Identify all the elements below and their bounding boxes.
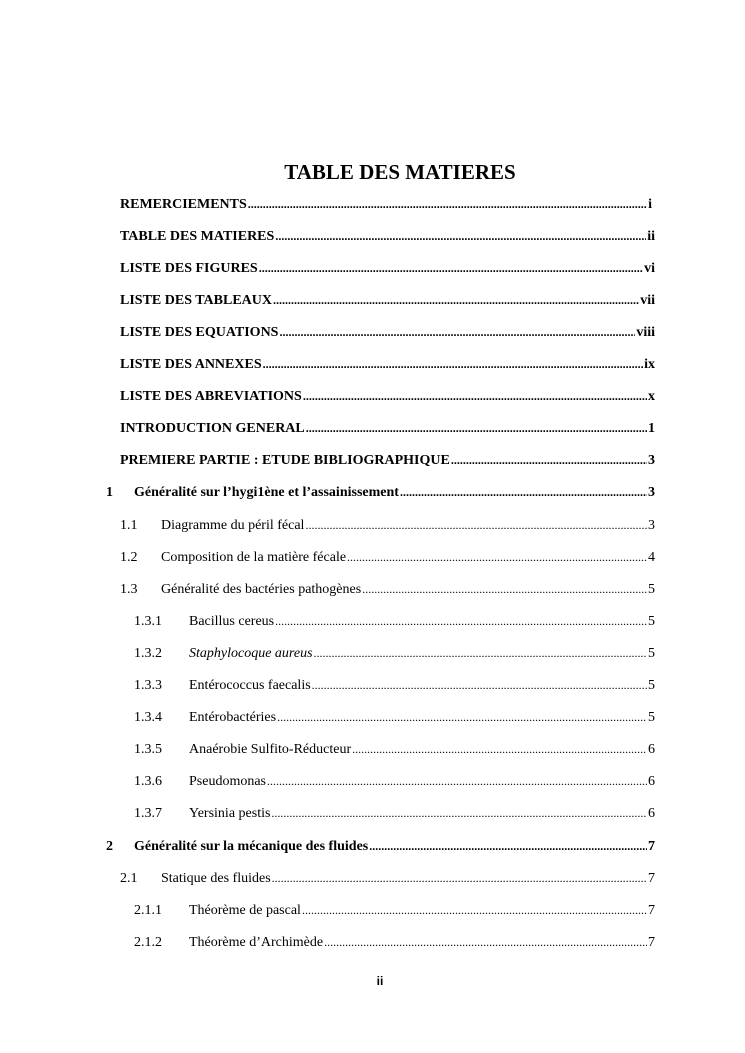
toc-dot-leader — [312, 676, 647, 694]
toc-entry-page: 5 — [648, 678, 655, 693]
toc-entry-title: PREMIERE PARTIE : ETUDE BIBLIOGRAPHIQUE — [120, 453, 450, 468]
toc-entry-title: LISTE DES FIGURES — [120, 261, 258, 276]
toc-dot-leader — [277, 708, 647, 726]
toc-dot-leader — [248, 195, 647, 213]
toc-entry[interactable] — [120, 291, 655, 309]
toc-entry-page: 1 — [648, 421, 655, 436]
toc-entry-page: 5 — [648, 582, 655, 597]
toc-entry-page: 7 — [648, 903, 655, 918]
toc-dot-leader — [263, 355, 643, 373]
toc-entry-title: Théorème d’Archimède — [189, 935, 324, 950]
toc-entry-page: 5 — [648, 710, 655, 725]
toc-dot-leader — [352, 740, 647, 758]
toc-entry-title: Composition de la matière fécale — [161, 550, 347, 565]
toc-dot-leader — [306, 419, 647, 437]
toc-entry-page: 7 — [648, 935, 655, 950]
toc-entry-page: 6 — [648, 806, 655, 821]
toc-entry-number: 1.3.6 — [134, 774, 162, 789]
toc-entry[interactable] — [134, 772, 655, 790]
page-title: TABLE DES MATIERES — [284, 160, 516, 184]
toc-entry-title: REMERCIEMENTS — [120, 197, 247, 212]
toc-entry[interactable] — [134, 644, 655, 662]
toc-dot-leader — [272, 869, 647, 887]
toc-entry-title: Généralité sur l’hygi1ène et l’assainissement — [134, 485, 399, 500]
toc-entry-title: Statique des fluides — [161, 871, 271, 886]
toc-entry-page: 3 — [648, 485, 655, 500]
toc-dot-leader — [302, 901, 647, 919]
toc-entry-number: 1.1 — [120, 518, 138, 533]
toc-entry[interactable] — [120, 195, 652, 213]
toc-dot-leader — [400, 483, 647, 501]
toc-entry-page: 7 — [648, 871, 655, 886]
toc-entry-page: ix — [644, 357, 655, 372]
toc-entry[interactable] — [120, 387, 655, 405]
toc-dot-leader — [451, 451, 647, 469]
toc-entry-title: LISTE DES ANNEXES — [120, 357, 262, 372]
toc-entry-number: 2 — [106, 839, 113, 854]
toc-entry-number: 1.3.5 — [134, 742, 162, 757]
toc-entry-page: 5 — [648, 646, 655, 661]
toc-dot-leader — [275, 612, 647, 630]
toc-entry-title: TABLE DES MATIERES — [120, 229, 275, 244]
toc-entry-title: LISTE DES TABLEAUX — [120, 293, 272, 308]
toc-entry-number: 1.3.3 — [134, 678, 162, 693]
toc-entry[interactable] — [120, 451, 655, 469]
toc-entry[interactable] — [120, 516, 655, 534]
toc-entry-title: Anaérobie Sulfito-Réducteur — [189, 742, 352, 757]
toc-entry[interactable] — [120, 548, 655, 566]
toc-dot-leader — [273, 291, 639, 309]
toc-entry-title: Bacillus cereus — [189, 614, 275, 629]
toc-entry[interactable] — [134, 708, 655, 726]
toc-entry-page: viii — [636, 325, 655, 340]
toc-dot-leader — [305, 516, 647, 534]
toc-entry[interactable] — [120, 227, 655, 245]
toc-entry-number: 1.3.2 — [134, 646, 162, 661]
toc-entry-title: LISTE DES ABREVIATIONS — [120, 389, 302, 404]
toc-dot-leader — [259, 259, 643, 277]
toc-entry-number: 1.3.4 — [134, 710, 162, 725]
toc-entry-page: x — [648, 389, 655, 404]
toc-entry-page: 7 — [648, 839, 655, 854]
toc-entry-number: 2.1.1 — [134, 903, 162, 918]
toc-entry[interactable] — [134, 740, 655, 758]
toc-entry[interactable] — [134, 901, 655, 919]
toc-entry-title: Staphylocoque aureus — [189, 646, 313, 661]
toc-entry[interactable] — [106, 483, 655, 501]
toc-entry-title: Entérococcus faecalis — [189, 678, 311, 693]
toc-entry-page: i — [648, 197, 652, 212]
toc-entry[interactable] — [120, 259, 655, 277]
toc-dot-leader — [303, 387, 647, 405]
toc-entry-number: 1.3 — [120, 582, 138, 597]
toc-dot-leader — [267, 772, 647, 790]
toc-entry[interactable] — [120, 419, 655, 437]
toc-entry[interactable] — [134, 676, 655, 694]
toc-entry-title: Diagramme du péril fécal — [161, 518, 305, 533]
toc-entry-page: 4 — [648, 550, 655, 565]
toc-entry-page: vi — [644, 261, 655, 276]
toc-entry[interactable] — [134, 804, 655, 822]
toc-entry[interactable] — [120, 580, 655, 598]
toc-entry[interactable] — [134, 612, 655, 630]
toc-dot-leader — [324, 933, 647, 951]
toc-dot-leader — [347, 548, 647, 566]
toc-entry[interactable] — [106, 837, 655, 855]
toc-entry-number: 1.2 — [120, 550, 138, 565]
toc-entry-page: 6 — [648, 742, 655, 757]
toc-dot-leader — [279, 323, 635, 341]
toc-entry[interactable] — [120, 355, 655, 373]
toc-entry-page: ii — [647, 229, 655, 244]
toc-entry[interactable] — [134, 933, 655, 951]
toc-entry[interactable] — [120, 869, 655, 887]
toc-entry-title: LISTE DES EQUATIONS — [120, 325, 279, 340]
page-number: ii — [376, 974, 384, 988]
toc-entry[interactable] — [120, 323, 655, 341]
toc-entry-page: 6 — [648, 774, 655, 789]
toc-entry-page: 3 — [648, 453, 655, 468]
toc-entry-number: 1.3.1 — [134, 614, 162, 629]
toc-entry-title: Généralité des bactéries pathogènes — [161, 582, 362, 597]
toc-entry-number: 1.3.7 — [134, 806, 162, 821]
toc-entry-title: Théorème de pascal — [189, 903, 301, 918]
toc-entry-title: INTRODUCTION GENERAL — [120, 421, 305, 436]
toc-entry-title: Entérobactéries — [189, 710, 277, 725]
toc-entry-number: 2.1 — [120, 871, 138, 886]
toc-entry-number: 1 — [106, 485, 113, 500]
toc-dot-leader — [275, 227, 646, 245]
toc-dot-leader — [314, 644, 647, 662]
toc-dot-leader — [271, 804, 647, 822]
toc-entry-page: vii — [640, 293, 655, 308]
toc-dot-leader — [369, 837, 647, 855]
toc-entry-page: 5 — [648, 614, 655, 629]
toc-entry-number: 2.1.2 — [134, 935, 162, 950]
toc-entry-title: Généralité sur la mécanique des fluides — [134, 839, 369, 854]
toc-dot-leader — [362, 580, 647, 598]
toc-entry-page: 3 — [648, 518, 655, 533]
toc-entry-title: Pseudomonas — [189, 774, 266, 789]
toc-entry-title: Yersinia pestis — [189, 806, 271, 821]
